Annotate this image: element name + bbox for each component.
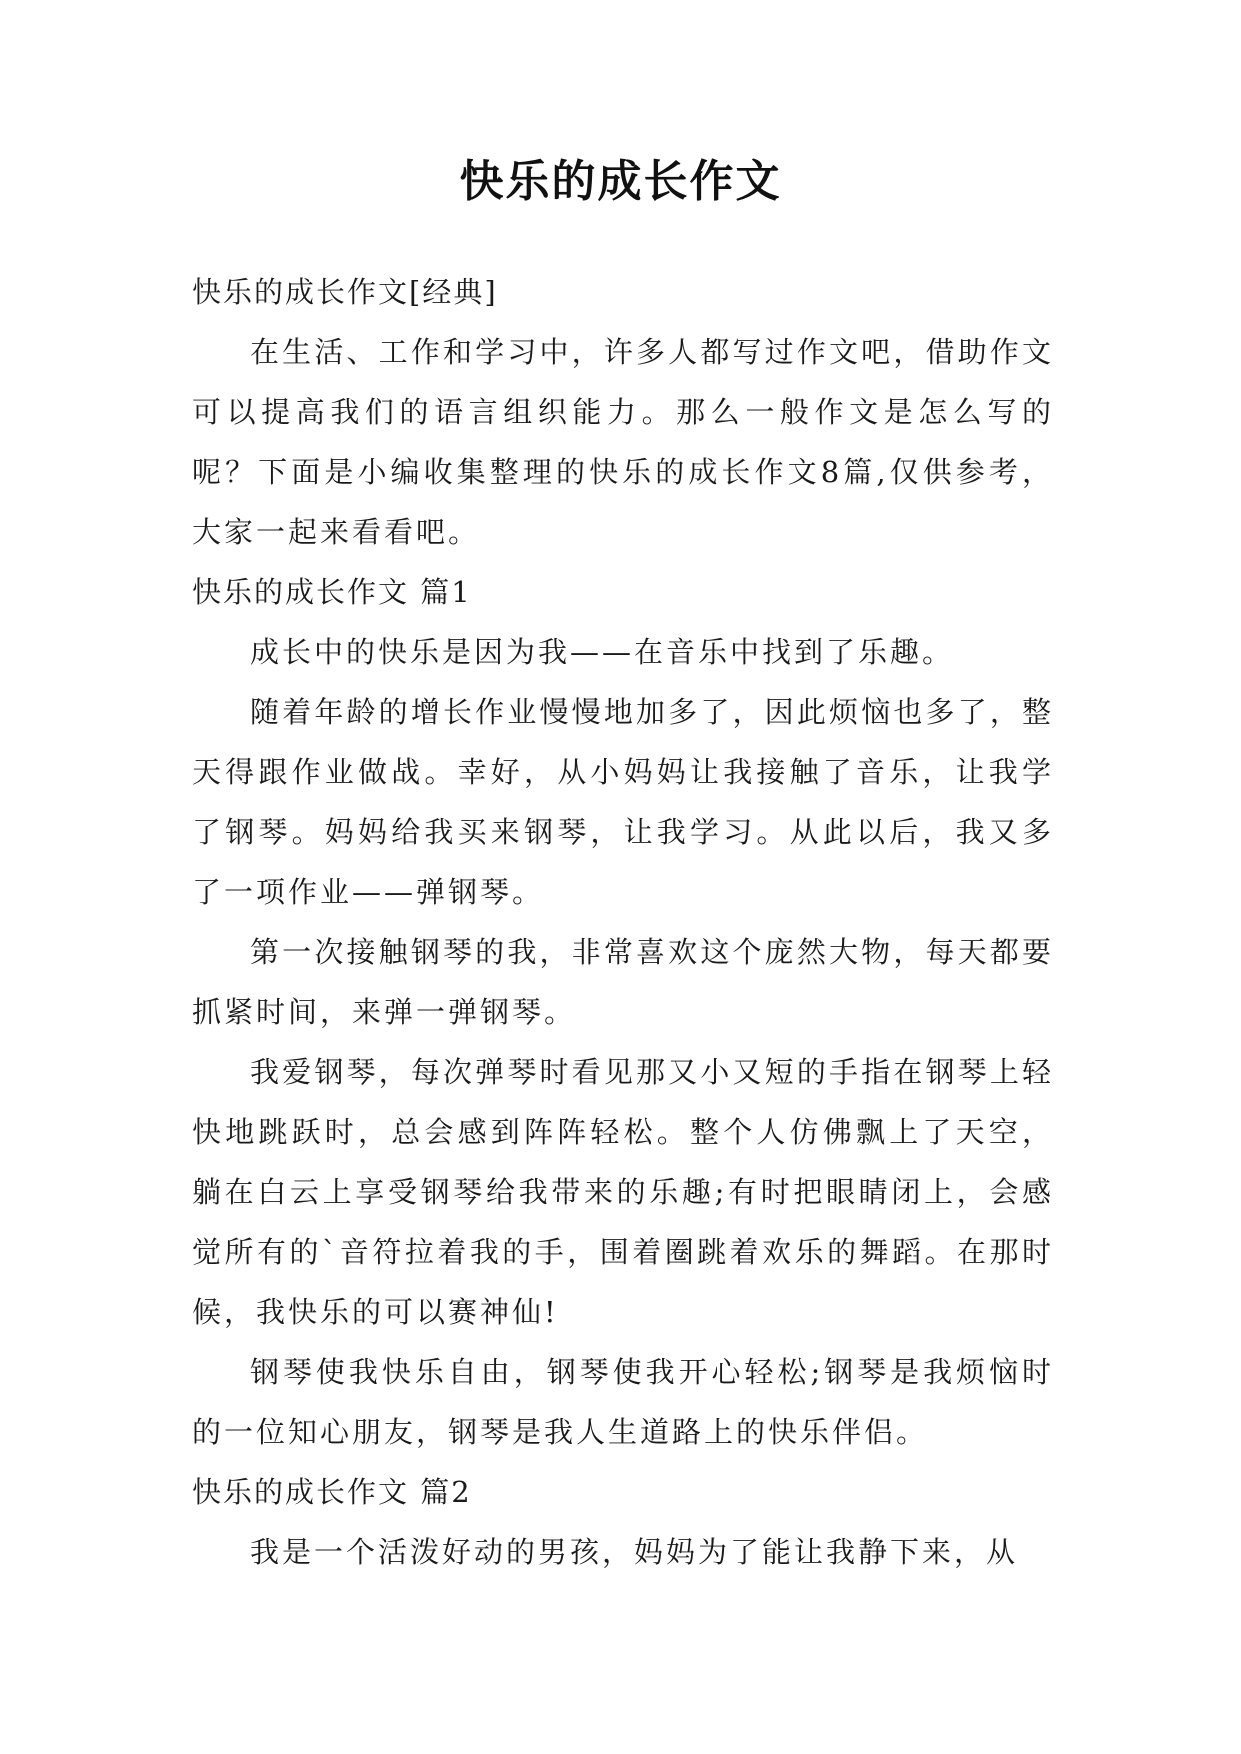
- paragraph: 第一次接触钢琴的我，非常喜欢这个庞然大物，每天都要抓紧时间，来弹一弹钢琴。: [192, 935, 1054, 1029]
- paragraph: 成长中的快乐是因为我——在音乐中找到了乐趣。: [250, 635, 955, 669]
- section-heading-1: 快乐的成长作文 篇1: [192, 575, 472, 609]
- paragraph: 钢琴使我快乐自由，钢琴使我开心轻松;钢琴是我烦恼时的一位知心朋友，钢琴是我人生道路上的快乐伴侣。: [192, 1355, 1054, 1449]
- section-heading-2: 快乐的成长作文 篇2: [192, 1475, 472, 1509]
- document-title: 快乐的成长作文: [459, 156, 782, 207]
- paragraph: 我是一个活泼好动的男孩，妈妈为了能让我静下来，从: [250, 1535, 1019, 1569]
- document-body: [192, 262, 1054, 1582]
- intro-paragraph: 在生活、工作和学习中，许多人都写过作文吧，借助作文可以提高我们的语言组织能力。那么一般作文是怎么写的呢？下面是小编收集整理的快乐的成长作文8篇,仅供参考，大家一起来看看吧。: [192, 335, 1054, 549]
- paragraph: 我爱钢琴，每次弹琴时看见那又小又短的手指在钢琴上轻快地跳跃时，总会感到阵阵轻松。整个人仿佛飘上了天空，躺在白云上享受钢琴给我带来的乐趣;有时把眼睛闭上，会感觉所有的`音符拉着我的手，围着圈跳着欢乐的舞蹈。在那时候，我快乐的可以赛神仙!: [192, 1055, 1054, 1329]
- document-subtitle: 快乐的成长作文[经典]: [192, 275, 498, 309]
- paragraph: 随着年龄的增长作业慢慢地加多了，因此烦恼也多了，整天得跟作业做战。幸好，从小妈妈让我接触了音乐，让我学了钢琴。妈妈给我买来钢琴，让我学习。从此以后，我又多了一项作业——弹钢琴。: [192, 695, 1054, 909]
